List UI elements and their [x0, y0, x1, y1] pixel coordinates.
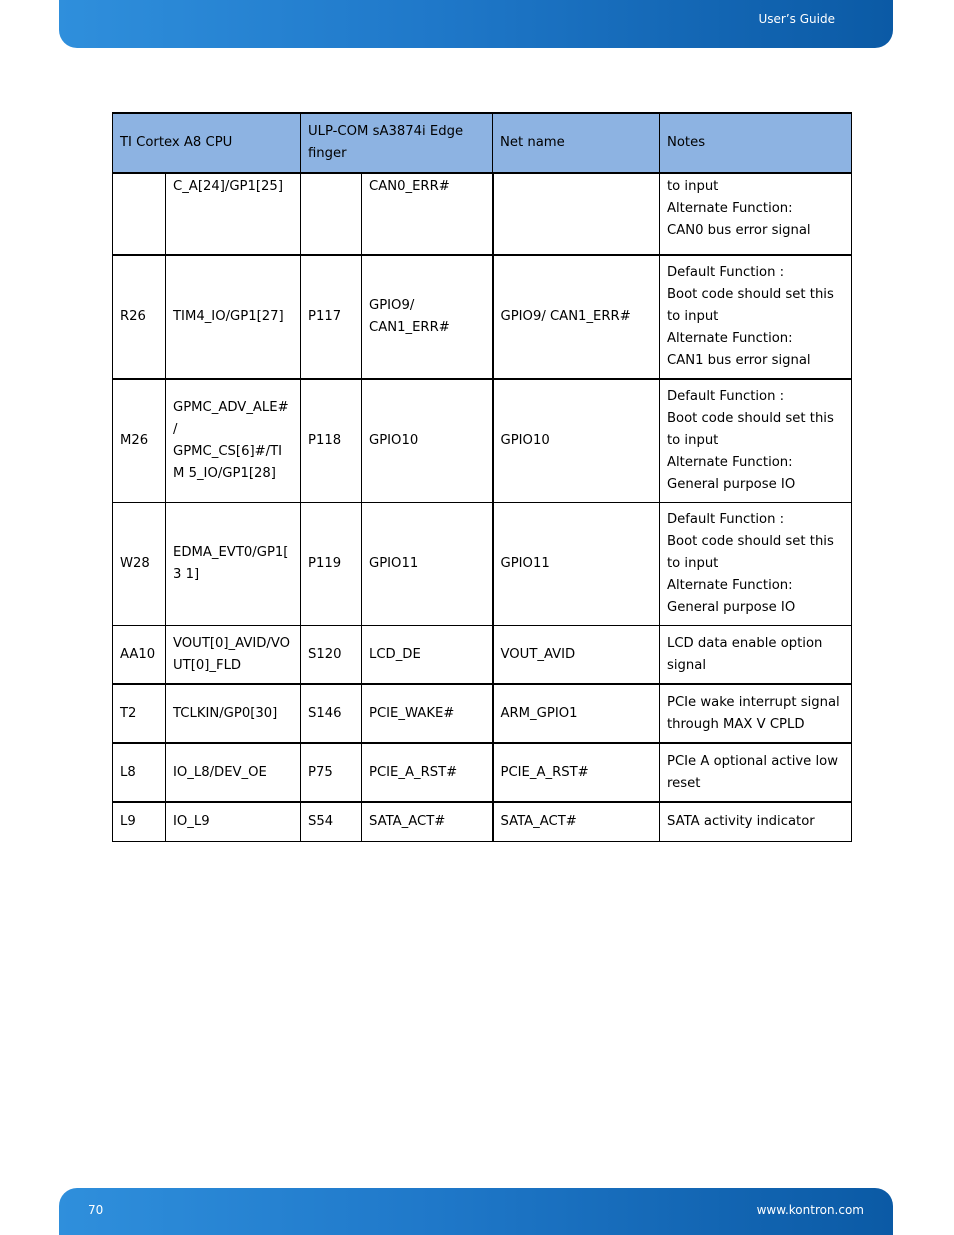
net-name-cell: VOUT_AVID	[493, 626, 660, 685]
page-header	[59, 0, 893, 48]
notes-line: Alternate Function:	[667, 455, 793, 470]
edge-signal-cell: GPIO9/ CAN1_ERR#	[362, 255, 493, 379]
edge-pin-cell: S120	[301, 626, 362, 685]
notes-line: Default Function :	[667, 265, 785, 280]
edge-pin-cell: S54	[301, 802, 362, 842]
notes-line: Boot code should set this	[667, 287, 834, 302]
cpu-pin-cell: AA10	[113, 626, 166, 685]
table-row	[113, 743, 852, 802]
table-row	[113, 255, 852, 379]
notes-cell: SATA activity indicator	[660, 802, 852, 842]
notes-line: to input	[667, 433, 719, 448]
header-net-name: Net name	[493, 113, 660, 173]
table-row	[113, 626, 852, 685]
edge-signal-cell: LCD_DE	[362, 626, 493, 685]
notes-line: to input	[667, 556, 719, 571]
notes-line: CAN1 bus error signal	[667, 353, 811, 368]
table-row	[113, 379, 852, 503]
edge-signal-cell: PCIE_A_RST#	[362, 743, 493, 802]
notes-cell	[660, 503, 852, 626]
net-name-cell: SATA_ACT#	[493, 802, 660, 842]
net-name-cell: GPIO11	[493, 503, 660, 626]
net-name-cell: GPIO9/ CAN1_ERR#	[493, 255, 660, 379]
net-name-cell: GPIO10	[493, 379, 660, 503]
edge-pin-cell: P119	[301, 503, 362, 626]
edge-signal-cell: GPIO11	[362, 503, 493, 626]
table-row	[113, 173, 852, 255]
notes-line: Boot code should set this	[667, 534, 834, 549]
table-row	[113, 684, 852, 743]
cpu-signal-cell: TCLKIN/GP0[30]	[166, 684, 301, 743]
edge-signal-cell: GPIO10	[362, 379, 493, 503]
header-edge-finger: ULP-COM sA3874i Edge finger	[301, 113, 493, 173]
notes-line: General purpose IO	[667, 477, 796, 492]
notes-line: Alternate Function:	[667, 331, 793, 346]
notes-cell	[660, 173, 852, 255]
cpu-pin-cell	[113, 173, 166, 255]
cpu-pin-cell: L9	[113, 802, 166, 842]
document-type-label: User’s Guide	[758, 12, 835, 26]
cpu-pin-cell: L8	[113, 743, 166, 802]
net-name-cell: PCIE_A_RST#	[493, 743, 660, 802]
edge-signal-cell: SATA_ACT#	[362, 802, 493, 842]
page-number: 70	[88, 1203, 104, 1217]
header-cpu: TI Cortex A8 CPU	[113, 113, 301, 173]
notes-line: to input	[667, 179, 719, 194]
cpu-pin-cell: T2	[113, 684, 166, 743]
cpu-signal-cell: EDMA_EVT0/GP1[3 1]	[166, 503, 301, 626]
edge-pin-cell: S146	[301, 684, 362, 743]
notes-line: Default Function :	[667, 389, 785, 404]
cpu-signal-cell: IO_L9	[166, 802, 301, 842]
notes-line: CAN0 bus error signal	[667, 223, 811, 238]
edge-pin-cell: P118	[301, 379, 362, 503]
notes-cell: LCD data enable option signal	[660, 626, 852, 685]
notes-line: Boot code should set this	[667, 411, 834, 426]
notes-cell	[660, 379, 852, 503]
net-name-cell	[493, 173, 660, 255]
notes-line: Default Function :	[667, 512, 785, 527]
table-row	[113, 802, 852, 842]
edge-pin-cell	[301, 173, 362, 255]
notes-cell	[660, 255, 852, 379]
page-footer	[59, 1188, 893, 1235]
cpu-signal-cell: VOUT[0]_AVID/VO UT[0]_FLD	[166, 626, 301, 685]
notes-line: to input	[667, 309, 719, 324]
edge-signal-cell: CAN0_ERR#	[362, 173, 493, 255]
cpu-pin-cell: W28	[113, 503, 166, 626]
cpu-pin-cell: M26	[113, 379, 166, 503]
notes-line: Alternate Function:	[667, 201, 793, 216]
table-row	[113, 503, 852, 626]
cpu-signal-cell: IO_L8/DEV_OE	[166, 743, 301, 802]
notes-cell: PCIe A optional active low reset	[660, 743, 852, 802]
pin-mapping-table	[112, 112, 852, 842]
header-notes: Notes	[660, 113, 852, 173]
website-link[interactable]: www.kontron.com	[756, 1203, 864, 1217]
edge-signal-cell: PCIE_WAKE#	[362, 684, 493, 743]
notes-line: General purpose IO	[667, 600, 796, 615]
notes-cell: PCIe wake interrupt signal through MAX V CPLD	[660, 684, 852, 743]
cpu-signal-cell: TIM4_IO/GP1[27]	[166, 255, 301, 379]
cpu-signal-cell: C_A[24]/GP1[25]	[166, 173, 301, 255]
notes-line: Alternate Function:	[667, 578, 793, 593]
net-name-cell: ARM_GPIO1	[493, 684, 660, 743]
cpu-pin-cell: R26	[113, 255, 166, 379]
edge-pin-cell: P117	[301, 255, 362, 379]
edge-pin-cell: P75	[301, 743, 362, 802]
cpu-signal-cell: GPMC_ADV_ALE#/ GPMC_CS[6]#/TIM 5_IO/GP1[28]	[166, 379, 301, 503]
table-header-row	[113, 113, 852, 173]
